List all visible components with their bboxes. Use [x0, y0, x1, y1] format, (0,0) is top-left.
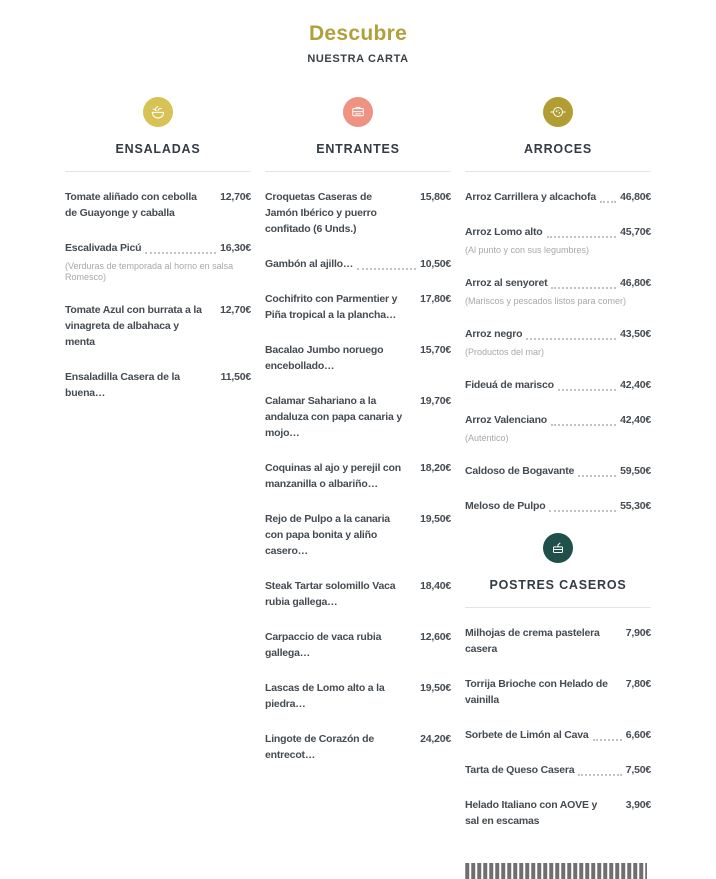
page-subtitle: NUESTRA CARTA — [307, 53, 409, 65]
section-title-entrantes: ENTRANTES — [316, 142, 400, 156]
item-name: Caldoso de Bogavante — [465, 465, 575, 477]
item-name: Bacalao Jumbo noruego encebollado… — [265, 344, 384, 372]
menu-section-arroces — [465, 97, 651, 514]
item-price: 19,50€ — [420, 682, 451, 694]
item-name: Arroz negro — [465, 328, 523, 340]
item-name: Escalivada Picú — [65, 242, 142, 254]
item-price: 7,90€ — [625, 627, 651, 639]
menu-item — [465, 762, 651, 778]
item-price: 15,80€ — [420, 191, 451, 203]
item-price: 18,40€ — [420, 580, 451, 592]
item-name: Croquetas Caseras de Jamón Ibérico y puerro confitado (6 Unds.) — [265, 191, 377, 235]
item-price: 59,50€ — [620, 465, 651, 477]
menu-section-postres — [465, 533, 651, 829]
item-name: Lascas de Lomo alto a la piedra… — [265, 682, 385, 710]
item-name: Fideuá de marisco — [465, 379, 554, 391]
menu-item — [265, 291, 451, 323]
item-note: (Al punto y con sus legumbres) — [465, 245, 590, 255]
dotted-leader — [357, 256, 416, 270]
menu-section-ensaladas — [65, 97, 251, 401]
menu-item — [265, 629, 451, 661]
dotted-leader — [551, 275, 616, 289]
item-name: Carpaccio de vaca rubia gallega… — [265, 631, 382, 659]
menu-item — [265, 189, 451, 237]
item-name: Tomate Azul con burrata a la vinagreta de albahaca y menta — [65, 304, 202, 348]
dotted-leader — [547, 224, 617, 238]
item-name: Ensaladilla Casera de la buena… — [65, 371, 180, 399]
item-name: Gambón al ajillo… — [265, 258, 354, 270]
menu-item — [265, 731, 451, 763]
item-name: Rejo de Pulpo a la canaria con papa bonita y aliño casero… — [265, 513, 390, 557]
item-price: 3,90€ — [625, 799, 651, 811]
dotted-leader — [145, 240, 216, 254]
menu-item — [465, 377, 651, 393]
page-title: Descubre — [308, 22, 408, 45]
item-note: (Mariscos y pescados listos para comer) — [465, 296, 627, 306]
menu-item — [465, 498, 651, 514]
section-divider — [65, 171, 251, 172]
item-price: 10,50€ — [420, 258, 451, 270]
item-note: (Productos del mar) — [465, 347, 545, 357]
menu-item — [265, 256, 451, 272]
item-price: 12,70€ — [220, 191, 251, 203]
item-price: 42,40€ — [620, 414, 651, 426]
item-name: Arroz Carrillera y alcachofa — [465, 191, 596, 203]
menu-item — [265, 511, 451, 559]
item-price: 46,80€ — [620, 277, 651, 289]
menu-item — [265, 680, 451, 712]
menu-item — [265, 578, 451, 610]
item-price: 43,50€ — [620, 328, 651, 340]
item-price: 42,40€ — [620, 379, 651, 391]
menu-item — [265, 393, 451, 441]
item-name: Tarta de Queso Casera — [465, 764, 575, 776]
item-note: (Verduras de temporada al horno en salsa Romesco) — [65, 261, 234, 282]
menu-item — [265, 342, 451, 374]
menu-items — [265, 189, 451, 763]
dotted-leader — [593, 727, 622, 741]
dotted-leader — [551, 412, 616, 426]
paella-pan-icon — [543, 97, 573, 127]
section-title-arroces: ARROCES — [523, 142, 593, 156]
item-price: 15,70€ — [420, 344, 451, 356]
menu-item — [65, 302, 251, 350]
item-price: 46,80€ — [620, 191, 651, 203]
menu-items — [65, 189, 251, 401]
item-name: Arroz Valenciano — [465, 414, 547, 426]
dotted-leader — [578, 463, 616, 477]
menu-item — [465, 326, 651, 358]
dotted-leader — [549, 498, 616, 512]
menu-item — [465, 797, 651, 829]
item-price: 45,70€ — [620, 226, 651, 238]
dotted-leader — [578, 762, 621, 776]
menu-item — [65, 369, 251, 401]
section-divider — [265, 171, 451, 172]
item-price: 55,30€ — [620, 500, 651, 512]
item-price: 19,70€ — [420, 395, 451, 407]
item-price: 11,50€ — [220, 371, 251, 383]
menu-item — [465, 727, 651, 743]
dotted-leader — [558, 377, 616, 391]
item-price: 18,20€ — [420, 462, 451, 474]
item-price: 19,50€ — [420, 513, 451, 525]
menu-item — [465, 275, 651, 307]
item-name: Helado Italiano con AOVE y sal en escamas — [465, 799, 598, 827]
menu-items — [465, 189, 651, 514]
item-name: Coquinas al ajo y perejil con manzanilla o albariño… — [265, 462, 401, 490]
menu-header — [0, 0, 716, 65]
item-price: 24,20€ — [420, 733, 451, 745]
barcode-decoration — [465, 863, 647, 879]
item-name: Arroz Lomo alto — [465, 226, 543, 238]
item-price: 7,50€ — [625, 764, 651, 776]
item-name: Sorbete de Limón al Cava — [465, 729, 589, 741]
menu-item — [465, 676, 651, 708]
menu-item — [465, 625, 651, 657]
item-price: 17,80€ — [420, 293, 451, 305]
menu-items — [465, 625, 651, 829]
menu-item — [65, 240, 251, 283]
menu-section-entrantes — [265, 97, 451, 763]
section-title-ensaladas: ENSALADAS — [115, 142, 201, 156]
item-name: Lingote de Corazón de entrecot… — [265, 733, 374, 761]
menu-column-1 — [65, 83, 251, 420]
item-name: Torrija Brioche con Helado de vainilla — [465, 678, 608, 706]
menu-column-3 — [465, 83, 651, 879]
menu-column-2 — [265, 83, 451, 782]
item-name: Meloso de Pulpo — [465, 500, 546, 512]
menu-item — [465, 224, 651, 256]
salad-bowl-icon — [143, 97, 173, 127]
item-price: 12,60€ — [420, 631, 451, 643]
dotted-leader — [526, 326, 616, 340]
menu-item — [265, 460, 451, 492]
item-price: 12,70€ — [220, 304, 251, 316]
menu-item — [465, 463, 651, 479]
item-name: Milhojas de crema pastelera casera — [465, 627, 600, 655]
item-price: 16,30€ — [220, 242, 251, 254]
section-divider — [465, 607, 651, 608]
item-note: (Auténtico) — [465, 433, 509, 443]
item-name: Cochifrito con Parmentier y Piña tropical a la plancha… — [265, 293, 398, 321]
item-price: 7,80€ — [625, 678, 651, 690]
section-divider — [465, 171, 651, 172]
section-title-postres: POSTRES CASEROS — [489, 578, 627, 592]
item-price: 6,60€ — [625, 729, 651, 741]
item-name: Tomate aliñado con cebolla de Guayonge y caballa — [65, 191, 197, 219]
cake-icon — [543, 533, 573, 563]
menu-item — [465, 412, 651, 444]
item-name: Arroz al senyoret — [465, 277, 548, 289]
item-name: Steak Tartar solomillo Vaca rubia gallega… — [265, 580, 396, 608]
tapa-dish-icon — [343, 97, 373, 127]
item-name: Calamar Sahariano a la andaluza con papa canaria y mojo… — [265, 395, 402, 439]
menu-grid — [65, 83, 651, 879]
menu-item — [65, 189, 251, 221]
menu-item — [465, 189, 651, 205]
dotted-leader — [600, 189, 616, 203]
